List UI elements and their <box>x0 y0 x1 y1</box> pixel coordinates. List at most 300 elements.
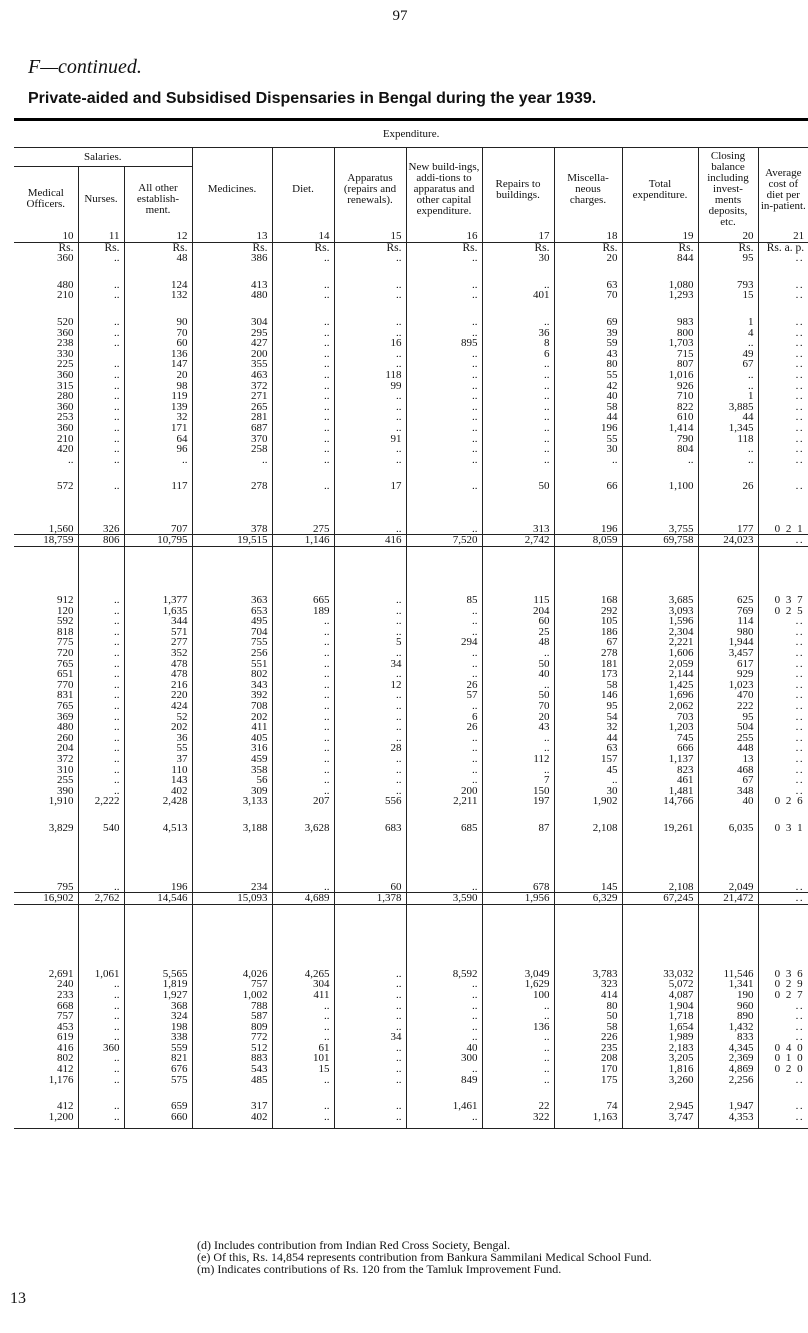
table-cell: 790 <box>622 434 698 445</box>
table-cell: .. <box>78 253 124 264</box>
table-cell: 676 <box>124 1064 192 1075</box>
column-header: Repairs to buildings. <box>482 148 554 232</box>
table-cell: 411 <box>192 722 272 733</box>
table-cell: 139 <box>124 402 192 413</box>
table-cell: .. <box>334 391 406 402</box>
table-cell: 890 <box>698 1011 758 1022</box>
table-cell: 146 <box>554 690 622 701</box>
table-cell: 1,425 <box>622 680 698 691</box>
table-cell: 222 <box>698 701 758 712</box>
table-cell: 651 <box>57 668 74 681</box>
column-number: 17 <box>482 231 554 242</box>
table-cell: .. <box>78 317 124 328</box>
total-row <box>14 893 808 905</box>
table-cell: 136 <box>124 349 192 360</box>
column-header: All other establish-ment. <box>124 167 192 232</box>
table-cell: .. <box>406 743 482 754</box>
table-cell: 0 3 6 <box>758 969 808 980</box>
table-cell: 145 <box>554 882 622 893</box>
table-cell: 118 <box>334 370 406 381</box>
table-cell: 619 <box>57 1031 74 1044</box>
table-cell: 912 <box>57 594 74 607</box>
table-cell: 980 <box>698 627 758 638</box>
table-cell: 1,718 <box>622 1011 698 1022</box>
table-cell: .. <box>758 1112 808 1123</box>
table-cell: .. <box>482 391 554 402</box>
spacer-row <box>14 921 808 937</box>
table-cell: 330 <box>57 347 74 360</box>
table-cell: 765 <box>57 700 74 712</box>
table-cell: 115 <box>482 595 554 606</box>
table-cell: 1,100 <box>622 481 698 492</box>
table-cell: .. <box>334 648 406 659</box>
table-cell: 1,163 <box>554 1112 622 1123</box>
table-cell: 48 <box>482 637 554 648</box>
table-cell: .. <box>334 290 406 301</box>
table-cell: .. <box>78 882 124 893</box>
table-cell: 55 <box>124 743 192 754</box>
table-cell: 540 <box>78 823 124 834</box>
table-cell: 587 <box>192 1011 272 1022</box>
table-cell: 278 <box>554 648 622 659</box>
table-cell: 60 <box>482 616 554 627</box>
table-cell: 470 <box>698 690 758 701</box>
table-cell: 795 <box>57 880 74 893</box>
table-cell: .. <box>406 775 482 786</box>
table-cell: .. <box>78 1011 124 1022</box>
table-cell: .. <box>758 765 808 776</box>
table-cell: 3,590 <box>406 893 482 905</box>
table-cell: 256 <box>192 648 272 659</box>
table-cell: 4,353 <box>698 1112 758 1123</box>
table-cell: .. <box>334 1011 406 1022</box>
table-cell: .. <box>78 733 124 744</box>
table-cell: 80 <box>554 1001 622 1012</box>
table-cell: .. <box>758 659 808 670</box>
table-cell: 1,927 <box>124 990 192 1001</box>
table-cell: 196 <box>554 423 622 434</box>
table-cell: 1,200 <box>48 1110 74 1123</box>
table-cell: 809 <box>192 1022 272 1033</box>
table-cell: .. <box>482 444 554 455</box>
table-cell: .. <box>78 1101 124 1112</box>
unit-label: Rs. a. p. <box>758 242 808 253</box>
table-row <box>14 990 808 1001</box>
table-cell: .. <box>78 370 124 381</box>
table-cell: 883 <box>192 1053 272 1064</box>
table-cell: 708 <box>192 701 272 712</box>
table-cell: 258 <box>192 444 272 455</box>
table-cell: .. <box>406 979 482 990</box>
table-cell: 352 <box>124 648 192 659</box>
table-cell: .. <box>758 338 808 349</box>
table-cell: .. <box>334 1001 406 1012</box>
table-cell: .. <box>334 1053 406 1064</box>
spacer-row <box>14 850 808 866</box>
column-number: 11 <box>78 231 124 242</box>
table-cell: 87 <box>482 823 554 834</box>
table-cell: 220 <box>124 690 192 701</box>
table-cell: 226 <box>554 1032 622 1043</box>
table-cell: 1,061 <box>78 969 124 980</box>
table-cell: 34 <box>334 1032 406 1043</box>
table-cell: .. <box>334 1043 406 1054</box>
table-row <box>14 1075 808 1086</box>
table-cell: 1,819 <box>124 979 192 990</box>
spacer-row <box>14 937 808 953</box>
table-cell: .. <box>334 1112 406 1123</box>
table-cell: 775 <box>57 636 74 649</box>
table-cell: .. <box>334 722 406 733</box>
table-cell: .. <box>406 648 482 659</box>
table-cell: 67 <box>698 775 758 786</box>
table-cell: 15,093 <box>192 893 272 905</box>
table-cell: .. <box>758 754 808 765</box>
table-cell: 44 <box>554 412 622 423</box>
table-cell: .. <box>406 434 482 445</box>
table-cell: 207 <box>272 796 334 807</box>
table-cell: .. <box>406 1032 482 1043</box>
table-cell: .. <box>758 280 808 291</box>
table-cell: 21,472 <box>698 893 758 905</box>
table-cell: 4,345 <box>698 1043 758 1054</box>
table-cell: 70 <box>124 328 192 339</box>
table-cell: .. <box>758 648 808 659</box>
table-cell: .. <box>758 701 808 712</box>
table-cell: 420 <box>57 443 74 456</box>
table-cell: 57 <box>406 690 482 701</box>
unit-label: Rs. <box>622 242 698 253</box>
table-cell: 117 <box>124 481 192 492</box>
table-cell: 69 <box>554 317 622 328</box>
table-cell: 1,989 <box>622 1032 698 1043</box>
table-cell: 55 <box>554 434 622 445</box>
table-cell: 372 <box>192 381 272 392</box>
table-cell: .. <box>758 1011 808 1022</box>
table-cell: 757 <box>192 979 272 990</box>
table-cell: 1,904 <box>622 1001 698 1012</box>
table-cell: 392 <box>192 690 272 701</box>
table-cell: 44 <box>554 733 622 744</box>
table-cell: 0 2 6 <box>758 796 808 807</box>
spacer-row <box>14 465 808 481</box>
table-cell: .. <box>334 524 406 535</box>
table-cell: .. <box>272 680 334 691</box>
table-cell: 770 <box>57 678 74 691</box>
table-cell: 2,304 <box>622 627 698 638</box>
table-cell: .. <box>698 444 758 455</box>
table-cell: 281 <box>192 412 272 423</box>
table-cell: 3,049 <box>482 969 554 980</box>
spacer-row <box>14 508 808 524</box>
table-cell: .. <box>272 1001 334 1012</box>
table-cell: 186 <box>554 627 622 638</box>
table-cell: 58 <box>554 1022 622 1033</box>
table-cell: 40 <box>406 1043 482 1054</box>
table-cell: .. <box>406 402 482 413</box>
table-cell: .. <box>758 481 808 492</box>
table-cell: 114 <box>698 616 758 627</box>
table-row <box>14 524 808 535</box>
table-cell: 10,795 <box>124 535 192 547</box>
table-cell: 660 <box>124 1112 192 1123</box>
table-cell: .. <box>334 701 406 712</box>
table-cell: 0 1 0 <box>758 1053 808 1064</box>
table-cell: .. <box>78 338 124 349</box>
table-cell: 370 <box>192 434 272 445</box>
table-cell: 504 <box>698 722 758 733</box>
table-cell: .. <box>78 979 124 990</box>
table-cell: 4,689 <box>272 893 334 905</box>
table-cell: .. <box>482 733 554 744</box>
table-cell: 372 <box>57 752 74 765</box>
table-cell: 687 <box>192 423 272 434</box>
table-cell: 119 <box>124 391 192 402</box>
table-cell: 66 <box>554 481 622 492</box>
table-cell: 63 <box>554 743 622 754</box>
table-cell: 1,910 <box>48 795 74 808</box>
table-cell: 448 <box>698 743 758 754</box>
spacer-row <box>14 866 808 882</box>
table-cell: 512 <box>192 1043 272 1054</box>
table-cell: .. <box>334 616 406 627</box>
table-cell: .. <box>482 1075 554 1086</box>
table-cell: .. <box>272 434 334 445</box>
table-cell: 67 <box>554 637 622 648</box>
table-cell: .. <box>758 722 808 733</box>
table-cell: 200 <box>406 786 482 797</box>
table-cell: 30 <box>482 253 554 264</box>
table-cell: 401 <box>482 290 554 301</box>
table-cell: 40 <box>698 796 758 807</box>
table-cell: .. <box>482 280 554 291</box>
table-cell: .. <box>78 616 124 627</box>
spacer-row <box>14 904 808 921</box>
table-cell: .. <box>78 1075 124 1086</box>
table-cell: 1,696 <box>622 690 698 701</box>
table-cell: .. <box>482 455 554 466</box>
table-cell: 177 <box>698 524 758 535</box>
table-cell: 685 <box>406 823 482 834</box>
table-cell: 559 <box>124 1043 192 1054</box>
table-row <box>14 1112 808 1123</box>
table-cell: .. <box>482 765 554 776</box>
table-cell: 368 <box>124 1001 192 1012</box>
table-cell: 15 <box>698 290 758 301</box>
table-cell: 173 <box>554 669 622 680</box>
table-cell: .. <box>758 455 808 466</box>
table-cell: 8 <box>482 338 554 349</box>
table-cell: 715 <box>622 349 698 360</box>
table-cell: 610 <box>622 412 698 423</box>
table-cell: .. <box>334 786 406 797</box>
table-cell: 124 <box>124 280 192 291</box>
table-cell: 807 <box>622 359 698 370</box>
table-cell: .. <box>758 1032 808 1043</box>
table-cell: .. <box>758 680 808 691</box>
table-cell: .. <box>334 328 406 339</box>
table-cell: .. <box>78 328 124 339</box>
table-cell: 765 <box>57 657 74 670</box>
table-cell: 665 <box>272 595 334 606</box>
table-cell: .. <box>406 423 482 434</box>
table-cell: 235 <box>554 1043 622 1054</box>
table-cell: 360 <box>57 326 74 339</box>
table-cell: 427 <box>192 338 272 349</box>
table-cell: .. <box>272 637 334 648</box>
table-cell: 60 <box>334 882 406 893</box>
column-header: Miscella-neous charges. <box>554 148 622 232</box>
table-cell: .. <box>406 381 482 392</box>
table-cell: .. <box>334 359 406 370</box>
table-cell: 625 <box>698 595 758 606</box>
table-cell: 757 <box>57 1010 74 1023</box>
table-row <box>14 290 808 301</box>
table-cell: 100 <box>482 990 554 1001</box>
table-cell: .. <box>272 391 334 402</box>
table-cell: .. <box>78 669 124 680</box>
table-cell: 26 <box>406 722 482 733</box>
table-cell: .. <box>482 648 554 659</box>
table-cell: .. <box>406 1001 482 1012</box>
table-cell: 69,758 <box>622 535 698 547</box>
table-cell: 478 <box>124 659 192 670</box>
table-cell: 3,783 <box>554 969 622 980</box>
table-cell: 983 <box>622 317 698 328</box>
table-cell: 20 <box>124 370 192 381</box>
table-cell: 43 <box>482 722 554 733</box>
table-cell: 50 <box>482 481 554 492</box>
table-cell: 39 <box>554 328 622 339</box>
table-cell: .. <box>334 423 406 434</box>
table-cell: 60 <box>124 338 192 349</box>
table-cell: .. <box>78 1001 124 1012</box>
table-cell: 416 <box>334 535 406 547</box>
table-cell: 1,080 <box>622 280 698 291</box>
table-cell: 0 2 9 <box>758 979 808 990</box>
table-cell: .. <box>334 969 406 980</box>
table-cell: 253 <box>57 411 74 424</box>
table-cell: 208 <box>554 1053 622 1064</box>
table-cell: 16 <box>334 338 406 349</box>
table-cell: 926 <box>622 381 698 392</box>
table-cell: .. <box>78 412 124 423</box>
table-cell: .. <box>78 1022 124 1033</box>
table-cell: 386 <box>192 253 272 264</box>
table-cell: 1,902 <box>554 796 622 807</box>
table-cell: .. <box>78 680 124 691</box>
table-cell: 1,947 <box>698 1101 758 1112</box>
table-cell: .. <box>758 1022 808 1033</box>
table-cell: 653 <box>192 606 272 617</box>
table-cell: .. <box>334 606 406 617</box>
table-cell: 416 <box>57 1041 74 1054</box>
table-cell: 171 <box>124 423 192 434</box>
table-cell: .. <box>334 733 406 744</box>
table-cell: 99 <box>334 381 406 392</box>
table-cell: 52 <box>124 712 192 723</box>
table-cell: 4,869 <box>698 1064 758 1075</box>
table-cell: .. <box>334 402 406 413</box>
table-cell: .. <box>78 1064 124 1075</box>
column-header: Diet. <box>272 148 334 232</box>
table-cell: .. <box>758 669 808 680</box>
unit-label: Rs. <box>554 242 622 253</box>
table-cell: 1,944 <box>698 637 758 648</box>
table-row <box>14 754 808 765</box>
unit-label: Rs. <box>272 242 334 253</box>
table-cell: .. <box>482 1032 554 1043</box>
table-cell: 2,059 <box>622 659 698 670</box>
table-cell: 265 <box>192 402 272 413</box>
table-cell: .. <box>192 455 272 466</box>
table-cell: 3,885 <box>698 402 758 413</box>
table-cell: 280 <box>57 390 74 403</box>
table-cell: .. <box>406 280 482 291</box>
table-cell: .. <box>334 1022 406 1033</box>
table-cell: .. <box>406 1022 482 1033</box>
table-cell: 277 <box>124 637 192 648</box>
table-cell: 190 <box>698 990 758 1001</box>
table-cell: 0 4 0 <box>758 1043 808 1054</box>
table-cell: .. <box>272 669 334 680</box>
table-cell: 2,221 <box>622 637 698 648</box>
table-cell: .. <box>406 317 482 328</box>
table-cell: 85 <box>406 595 482 606</box>
table-cell: 271 <box>192 391 272 402</box>
table-cell: 40 <box>554 391 622 402</box>
table-cell: 2,108 <box>554 823 622 834</box>
table-cell: 292 <box>554 606 622 617</box>
column-number: 10 <box>14 231 78 242</box>
table-cell: 170 <box>554 1064 622 1075</box>
table-cell: .. <box>554 775 622 786</box>
table-cell: 405 <box>192 733 272 744</box>
table-cell: .. <box>758 637 808 648</box>
table-cell: 0 2 5 <box>758 606 808 617</box>
table-cell: 5,072 <box>622 979 698 990</box>
table-row <box>14 481 808 492</box>
table-cell: 8,059 <box>554 535 622 547</box>
table-cell: 1,002 <box>192 990 272 1001</box>
column-header: New build-ings, addi-tions to apparatus and other capital expenditure. <box>406 148 482 232</box>
table-cell: 3,205 <box>622 1053 698 1064</box>
table-cell: 821 <box>124 1053 192 1064</box>
table-cell: .. <box>758 712 808 723</box>
table-cell: 197 <box>482 796 554 807</box>
table-cell: .. <box>698 381 758 392</box>
table-cell: .. <box>78 280 124 291</box>
table-cell: 1,816 <box>622 1064 698 1075</box>
table-cell: .. <box>406 1011 482 1022</box>
table-cell: 1,703 <box>622 338 698 349</box>
table-cell: 202 <box>124 722 192 733</box>
table-title: Private-aided and Subsidised Dispensaries in Bengal during the year 1939. <box>28 90 597 107</box>
table-cell: .. <box>758 690 808 701</box>
table-cell: 216 <box>124 680 192 691</box>
table-cell: 309 <box>192 786 272 797</box>
unit-label: Rs. <box>78 242 124 253</box>
table-cell: 238 <box>57 337 74 350</box>
table-cell: .. <box>758 733 808 744</box>
table-cell: 592 <box>57 615 74 628</box>
table-cell: .. <box>78 1032 124 1043</box>
table-cell: .. <box>334 627 406 638</box>
table-cell: 3,755 <box>622 524 698 535</box>
table-cell: .. <box>272 690 334 701</box>
table-cell: .. <box>272 280 334 291</box>
table-cell: .. <box>406 1064 482 1075</box>
